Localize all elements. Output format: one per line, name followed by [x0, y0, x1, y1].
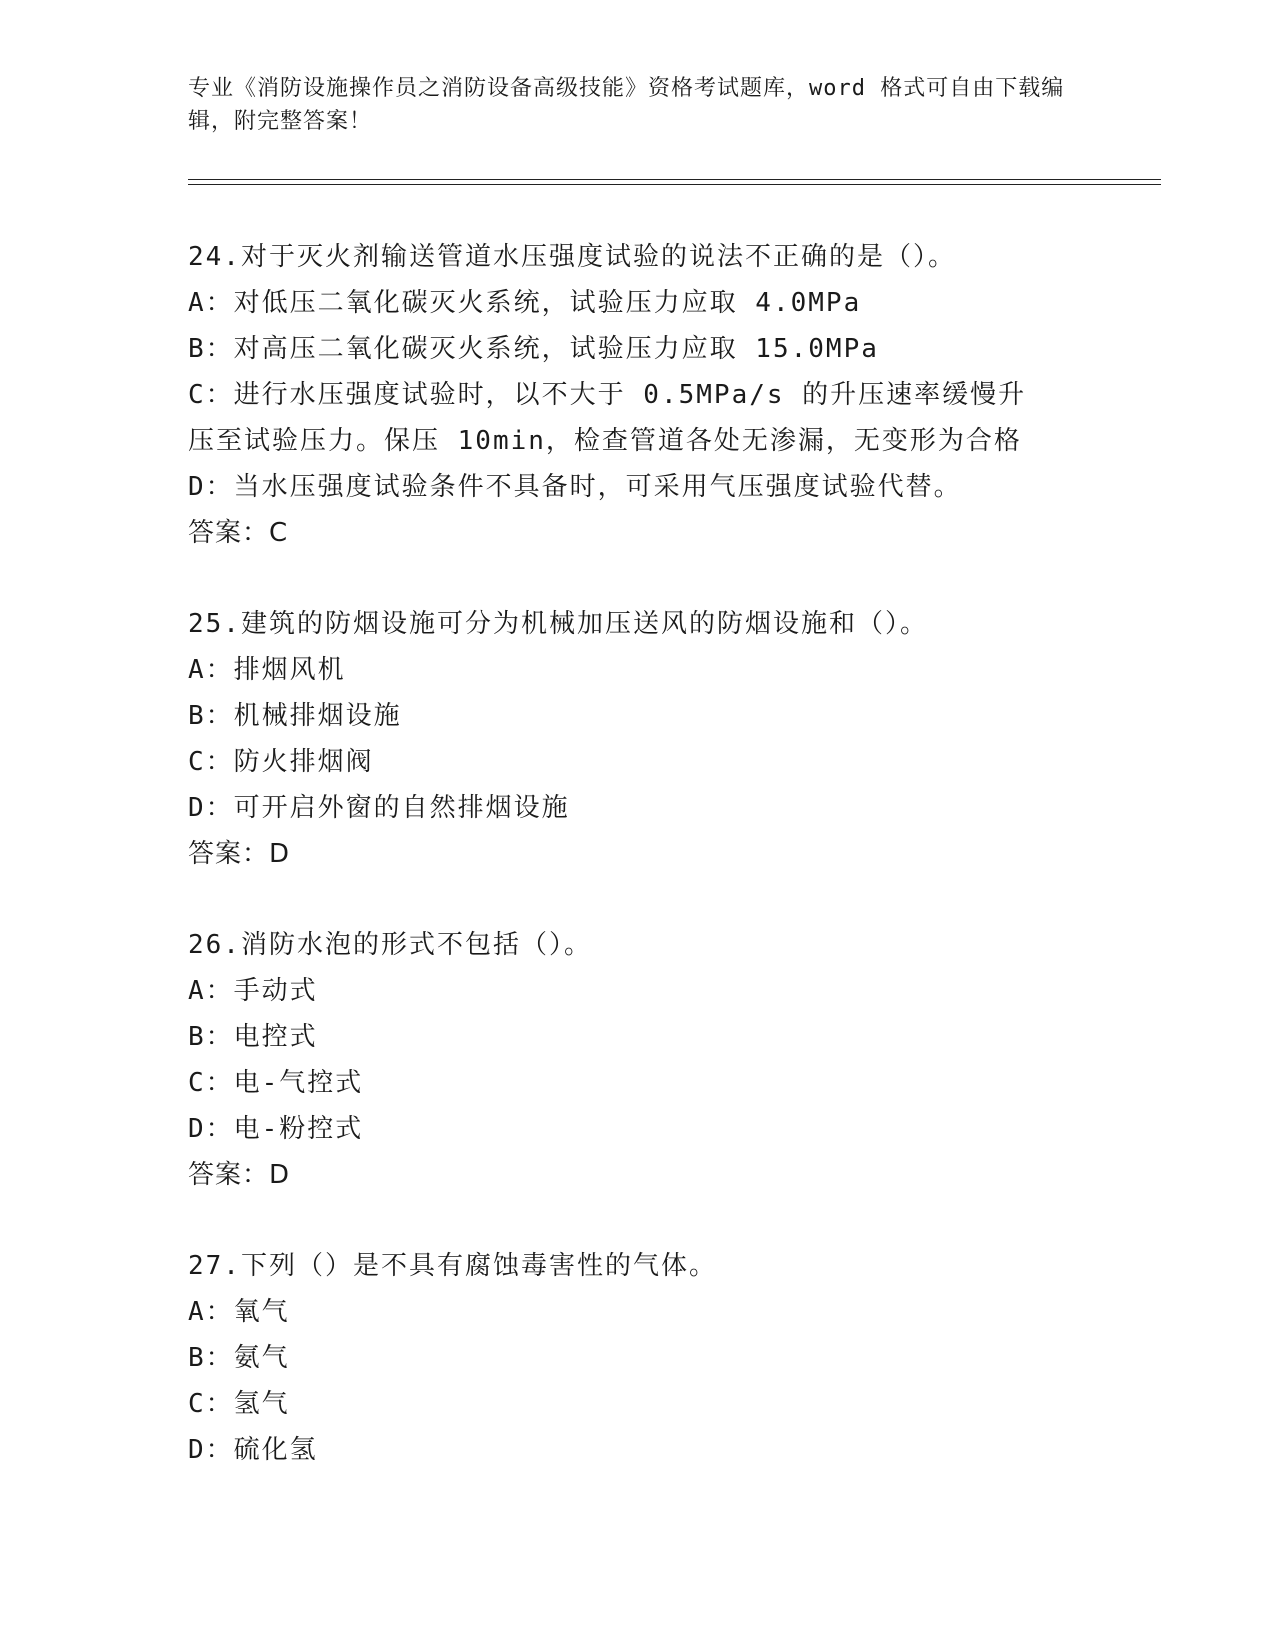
answer: 答案：D: [188, 1160, 291, 1190]
option-a: A：排烟风机: [188, 655, 346, 685]
option-a: A：氧气: [188, 1297, 290, 1327]
option-b: B：机械排烟设施: [188, 701, 402, 731]
option-d: D：可开启外窗的自然排烟设施: [188, 793, 570, 823]
header-intro-text: 专业《消防设施操作员之消防设备高级技能》资格考试题库，word 格式可自由下载编辑，附完整答案！: [188, 76, 1065, 134]
option-b: B：氨气: [188, 1343, 290, 1373]
question-stem: 24.对于灭火剂输送管道水压强度试验的说法不正确的是（）。: [188, 242, 956, 272]
option-d: D：电-粉控式: [188, 1114, 364, 1144]
document-header: [188, 72, 1068, 138]
option-c: C：电-气控式: [188, 1068, 364, 1098]
option-a: A：对低压二氧化碳灭火系统，试验压力应取 4.0MPa: [188, 288, 862, 318]
question-stem: 25.建筑的防烟设施可分为机械加压送风的防烟设施和（）。: [188, 609, 928, 639]
option-c: C：防火排烟阀: [188, 747, 374, 777]
answer: 答案：D: [188, 839, 291, 869]
header-divider-bottom: [188, 184, 1161, 185]
option-a: A：手动式: [188, 976, 318, 1006]
option-b: B：电控式: [188, 1022, 318, 1052]
option-d: D：硫化氢: [188, 1435, 318, 1465]
question-stem: 26.消防水泡的形式不包括（）。: [188, 930, 592, 960]
question-26: [188, 922, 1088, 1198]
header-divider-top: [188, 179, 1161, 180]
option-c: C：氢气: [188, 1389, 290, 1419]
option-b: B：对高压二氧化碳灭火系统，试验压力应取 15.0MPa: [188, 334, 879, 364]
question-stem: 27.下列（）是不具有腐蚀毒害性的气体。: [188, 1251, 717, 1281]
option-c: C：进行水压强度试验时，以不大于 0.5MPa/s 的升压速率缓慢升压至试验压力。保压 10min，检查管道各处无渗漏，无变形为合格: [188, 380, 1027, 456]
question-27: [188, 1243, 1088, 1473]
question-25: [188, 601, 1088, 877]
option-d: D：当水压强度试验条件不具备时，可采用气压强度试验代替。: [188, 472, 962, 502]
answer: 答案：C: [188, 518, 289, 548]
question-24: [188, 234, 1088, 556]
